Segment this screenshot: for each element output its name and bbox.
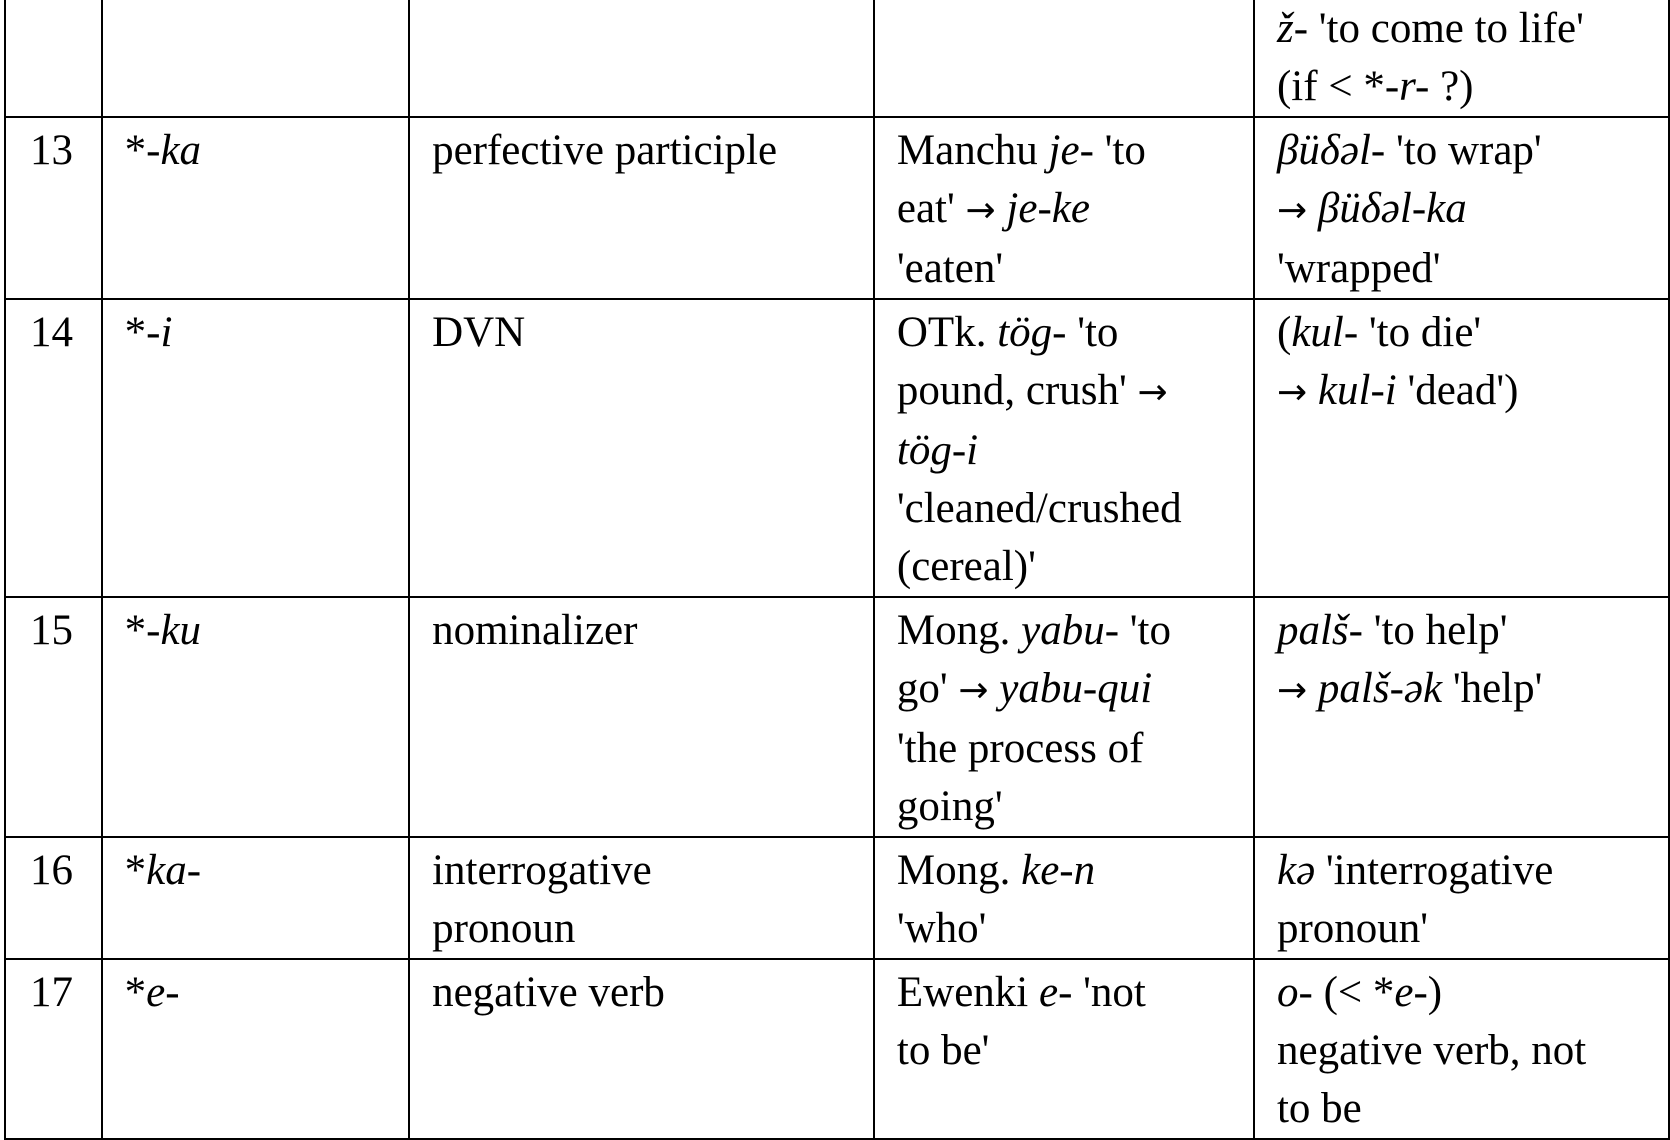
text-segment: (< * — [1312, 969, 1395, 1016]
text-segment: negative verb, not — [1276, 1027, 1587, 1074]
cell-line: DVN — [432, 309, 526, 356]
function-cell — [409, 299, 874, 597]
cell-line — [1277, 180, 1668, 240]
table-row — [5, 0, 1669, 117]
cell-line — [897, 422, 1253, 480]
cell-line — [897, 362, 1253, 422]
text-segment: 'the process of — [896, 725, 1144, 772]
row-number-cell: 15 — [5, 597, 102, 837]
table-row — [5, 597, 1669, 837]
text-segment: 'to — [1119, 607, 1171, 654]
text-segment — [1307, 185, 1318, 232]
text-segment: 'interrogative — [1315, 847, 1554, 894]
function-cell — [409, 959, 874, 1139]
text-segment: Mong. — [896, 607, 1022, 654]
cell-line — [897, 842, 1253, 900]
text-segment: βüδəl- — [1276, 127, 1386, 174]
cell-line — [897, 900, 1253, 958]
proto-morpheme-cell — [102, 0, 409, 117]
mari-example-cell — [1254, 959, 1669, 1139]
text-segment: ) — [1427, 969, 1443, 1016]
arrow-icon: → — [1276, 670, 1308, 711]
text-segment: eat' — [896, 185, 966, 232]
cell-line — [1277, 1022, 1668, 1080]
text-segment: je-ke — [1006, 185, 1090, 232]
cell-line — [897, 660, 1253, 720]
cell-line: interrogative — [432, 847, 652, 894]
row-number-cell: 14 — [5, 299, 102, 597]
text-segment: 'to help' — [1362, 607, 1508, 654]
mari-example-cell — [1254, 597, 1669, 837]
cell-line — [897, 180, 1253, 240]
cell-line — [897, 480, 1253, 538]
text-segment: -r- — [1384, 63, 1430, 110]
cell-line — [897, 720, 1253, 778]
text-segment: 'help' — [1442, 665, 1543, 712]
cell-line: nominalizer — [432, 607, 638, 654]
text-segment: e- — [1394, 969, 1428, 1016]
cell-line — [1277, 1080, 1668, 1138]
table-body — [5, 0, 1669, 1139]
mari-example-cell — [1254, 117, 1669, 299]
cell-line — [1277, 240, 1668, 298]
text-segment — [1307, 367, 1318, 414]
text-segment: e- — [1038, 969, 1073, 1016]
text-segment: go' — [896, 665, 959, 712]
arrow-icon: → — [1137, 372, 1168, 413]
text-segment: 'cleaned/crushed — [896, 485, 1182, 532]
text-segment: yabu-qui — [999, 665, 1153, 712]
text-segment: Mong. — [896, 847, 1022, 894]
morpheme-comparison-table — [4, 0, 1670, 1140]
cell-line — [1277, 304, 1668, 362]
cell-line — [1277, 964, 1668, 1022]
proto-morpheme-cell — [102, 299, 409, 597]
text-segment: tög- — [997, 309, 1067, 356]
cell-line — [1277, 122, 1668, 180]
mari-example-cell — [1254, 0, 1669, 117]
text-segment: * — [124, 127, 147, 174]
text-segment: pound, crush' — [896, 367, 1138, 414]
text-segment: kul- — [1291, 309, 1359, 356]
function-cell — [409, 117, 874, 299]
cell-line: negative verb — [432, 969, 665, 1016]
function-cell — [409, 837, 874, 959]
table-row — [5, 117, 1669, 299]
text-segment: 'eaten' — [896, 245, 1004, 292]
text-segment: (if < * — [1276, 63, 1385, 110]
text-segment: Manchu — [896, 127, 1049, 174]
text-segment: -ku — [146, 607, 202, 654]
cell-line — [897, 122, 1253, 180]
row-number-cell — [5, 0, 102, 117]
text-segment: 'to come to life' — [1308, 5, 1584, 52]
cell-line — [897, 240, 1253, 298]
text-segment: yabu- — [1021, 607, 1120, 654]
text-segment: je- — [1048, 127, 1094, 174]
text-segment: to be — [1276, 1085, 1362, 1132]
table-row — [5, 837, 1669, 959]
text-segment: palš- — [1276, 607, 1363, 654]
arrow-icon: → — [1276, 190, 1308, 231]
cell-line — [1277, 362, 1668, 422]
function-cell — [409, 597, 874, 837]
text-segment: palš-ək — [1317, 665, 1443, 712]
text-segment: 'who' — [896, 905, 987, 952]
text-segment: -i — [146, 309, 173, 356]
mari-example-cell — [1254, 837, 1669, 959]
text-segment: kul-i — [1317, 367, 1397, 414]
cell-line — [1277, 660, 1668, 720]
text-segment: 'not — [1072, 969, 1146, 1016]
cell-line — [1277, 900, 1668, 958]
text-segment: 'to wrap' — [1385, 127, 1542, 174]
arrow-icon: → — [958, 670, 989, 711]
text-segment: 'to — [1066, 309, 1119, 356]
cell-line — [897, 304, 1253, 362]
text-segment: * — [124, 969, 147, 1016]
proto-morpheme-cell — [102, 597, 409, 837]
text-segment: * — [124, 607, 147, 654]
text-segment: to be' — [896, 1027, 990, 1074]
text-segment: o- — [1276, 969, 1313, 1016]
cell-line — [897, 778, 1253, 836]
proto-morpheme-cell — [102, 837, 409, 959]
text-segment: -ka — [146, 127, 202, 174]
text-segment — [996, 185, 1007, 232]
text-segment: pronoun' — [1276, 905, 1429, 952]
text-segment: e- — [146, 969, 180, 1016]
cell-line: perfective participle — [432, 127, 778, 174]
function-cell — [409, 0, 874, 117]
altaic-example-cell — [874, 117, 1254, 299]
row-number-cell: 17 — [5, 959, 102, 1139]
text-segment: Ewenki — [896, 969, 1039, 1016]
cell-line — [897, 602, 1253, 660]
text-segment: * — [124, 847, 147, 894]
text-segment: (cereal)' — [896, 543, 1036, 590]
arrow-icon: → — [1276, 372, 1308, 413]
cell-line — [1277, 58, 1668, 116]
text-segment: 'to die' — [1358, 309, 1482, 356]
text-segment: OTk. — [896, 309, 998, 356]
altaic-example-cell — [874, 0, 1254, 117]
text-segment: ka- — [146, 847, 202, 894]
text-segment: ?) — [1429, 63, 1474, 110]
altaic-example-cell — [874, 299, 1254, 597]
text-segment: ž- — [1276, 5, 1309, 52]
mari-example-cell — [1254, 299, 1669, 597]
text-segment: 'dead') — [1396, 367, 1519, 414]
row-number-cell: 16 — [5, 837, 102, 959]
cell-line — [897, 538, 1253, 596]
text-segment — [1307, 665, 1318, 712]
text-segment: * — [124, 309, 147, 356]
text-segment: βüδəl-ka — [1317, 185, 1467, 232]
text-segment: ( — [1276, 309, 1292, 356]
cell-line — [1277, 602, 1668, 660]
altaic-example-cell — [874, 959, 1254, 1139]
row-number-cell: 13 — [5, 117, 102, 299]
altaic-example-cell — [874, 837, 1254, 959]
text-segment: kə — [1276, 847, 1316, 894]
text-segment: going' — [896, 783, 1003, 830]
proto-morpheme-cell — [102, 959, 409, 1139]
cell-line: pronoun — [432, 905, 576, 952]
text-segment: 'wrapped' — [1276, 245, 1441, 292]
cell-line — [1277, 842, 1668, 900]
arrow-icon: → — [965, 190, 996, 231]
table-row — [5, 299, 1669, 597]
text-segment: 'to — [1093, 127, 1146, 174]
altaic-example-cell — [874, 597, 1254, 837]
text-segment: tög-i — [896, 427, 979, 474]
cell-line — [897, 964, 1253, 1022]
text-segment — [989, 665, 1000, 712]
table-row — [5, 959, 1669, 1139]
cell-line — [897, 1022, 1253, 1080]
cell-line — [1277, 0, 1668, 58]
text-segment: ke-n — [1021, 847, 1096, 894]
proto-morpheme-cell — [102, 117, 409, 299]
